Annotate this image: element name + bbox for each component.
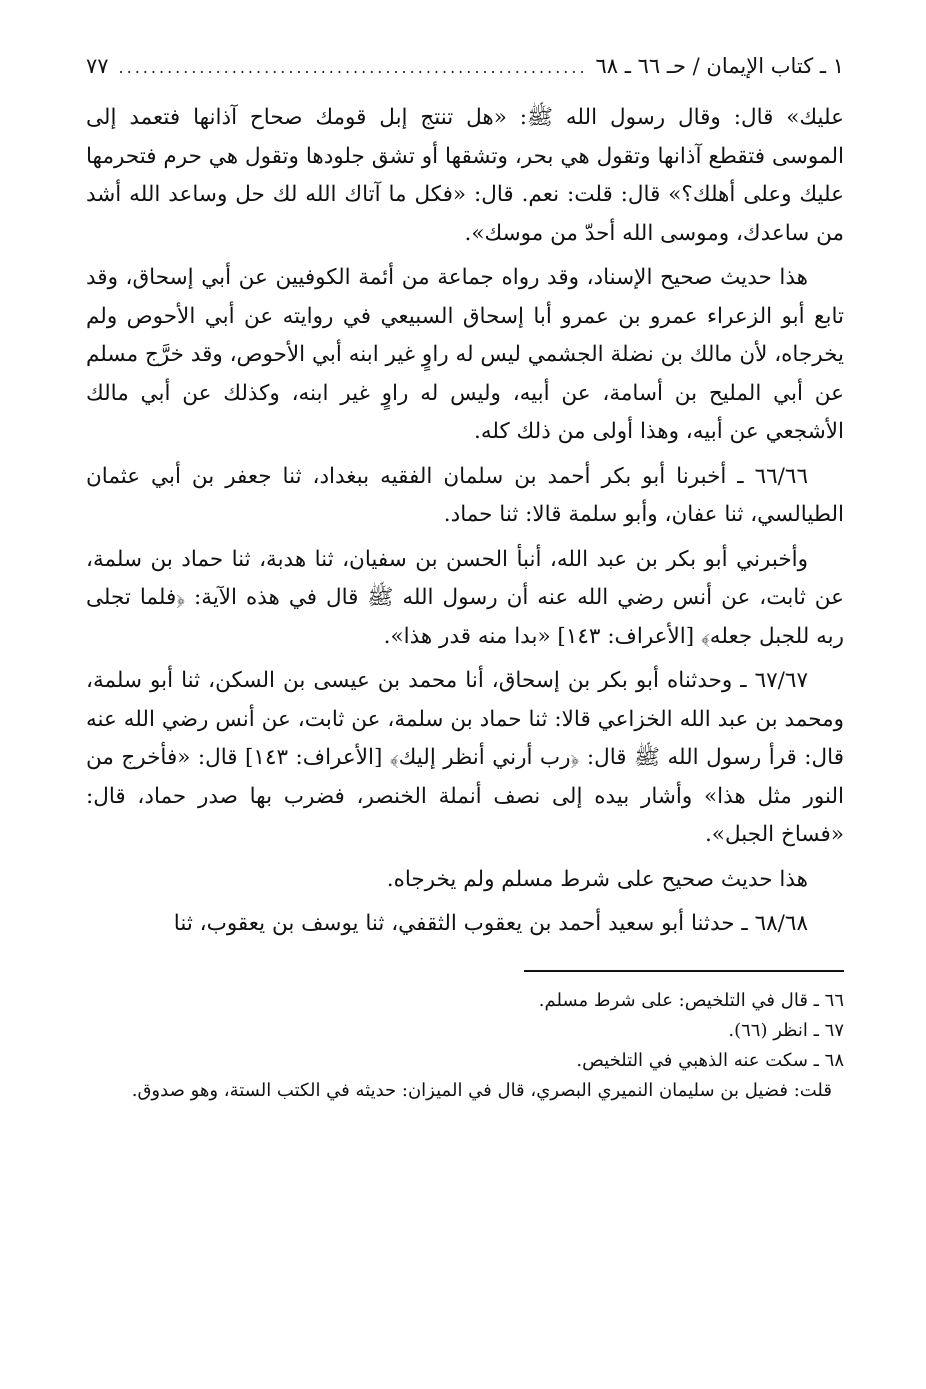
paragraph-commentary: هذا حديث صحيح الإسناد، وقد رواه جماعة من أئمة الكوفيين عن أبي إسحاق، وقد تابع أبو الزعراء عمرو بن عمرو أبا إسحاق السبيعي في روايته عن أبي الأحوص ولم يخرجاه، لأن مالك بن نضلة الجشمي ليس له راوٍ غير ابنه أبي الأحوص، وقد خرَّج مسلم عن أبي المليح بن أسامة، عن أبيه، وليس له راوٍ غير ابنه، وكذلك عن أبي مالك الأشجعي عن أبيه، وهذا أولى من ذلك كله. (85, 265, 844, 444)
footnote-66: ٦٦ ـ قال في التلخيص: على شرط مسلم. (538, 989, 844, 1011)
running-header (86, 50, 844, 87)
paragraph-continuation: عليك» قال: وقال رسول الله ﷺ: «هل تنتج إبل قومك صحاح آذانها فتعمد إلى الموسى فتقطع آذانها وتقول هي بحر، وتشقها أو تشق جلودها وتقول هي حرم فتحرمها عليك وعلى أهلك؟» قال: قلت: نعم. قال: «فكل ما آتاك الله لك حل وساعد الله أشد من ساعدك، وموسى الله أحدّ من موسك». (86, 105, 844, 246)
footnote-separator (524, 970, 844, 972)
page-number: ٧٧ (86, 54, 109, 78)
main-text (86, 99, 844, 944)
footnote-68: ٦٨ ـ سكت عنه الذهبي في التلخيص. (576, 1049, 844, 1071)
hadith-66-chain: وأخبرني أبو بكر بن عبد الله، أنبأ الحسن بن سفيان، ثنا هدبة، ثنا حماد بن سلمة، عن ثابت، عن أنس رضي الله عنه أن رسول الله ﷺ قال في هذه الآية: ﴿فلما تجلى ربه للجبل جعله﴾ [الأعراف: ١٤٣] «بدا منه قدر هذا». (86, 546, 844, 649)
hadith-66: ٦٦/٦٦ ـ أخبرنا أبو بكر أحمد بن سلمان الفقيه ببغداد، ثنا جعفر بن أبي عثمان الطيالسي، ثنا عفان، وأبو سلمة قالا: ثنا حماد. (86, 463, 844, 527)
hadith-67: ٦٧/٦٧ ـ وحدثناه أبو بكر بن إسحاق، أنا محمد بن عيسى بن السكن، ثنا أبو سلمة، ومحمد بن عبد الله الخزاعي قالا: ثنا حماد بن سلمة، عن ثابت، عن أنس رضي الله عنه قال: قرأ رسول الله ﷺ قال: ﴿رب أرني أنظر إليك﴾ [الأعراف: ١٤٣] قال: «فأخرج من النور مثل هذا» وأشار بيده إلى نصف أنملة الخنصر، فضرب بها صدر حماد، قال: «فساخ الجبل». (86, 668, 844, 847)
hadith-67-grading: هذا حديث صحيح على شرط مسلم ولم يخرجاه. (386, 866, 808, 892)
footnotes (86, 986, 844, 1106)
chapter-title: ١ ـ كتاب الإيمان / حـ ٦٦ ـ ٦٨ (595, 54, 844, 78)
dot-leader (117, 52, 588, 84)
footnote-68-note: قلت: فضيل بن سليمان النميري البصري، قال في الميزان: حديثه في الكتب الستة، وهو صدوق. (131, 1079, 832, 1101)
hadith-68: ٦٨/٦٨ ـ حدثنا أبو سعيد أحمد بن يعقوب الثقفي، ثنا يوسف بن يعقوب، ثنا (173, 911, 808, 936)
footnote-67: ٦٧ ـ انظر (٦٦). (728, 1019, 844, 1041)
